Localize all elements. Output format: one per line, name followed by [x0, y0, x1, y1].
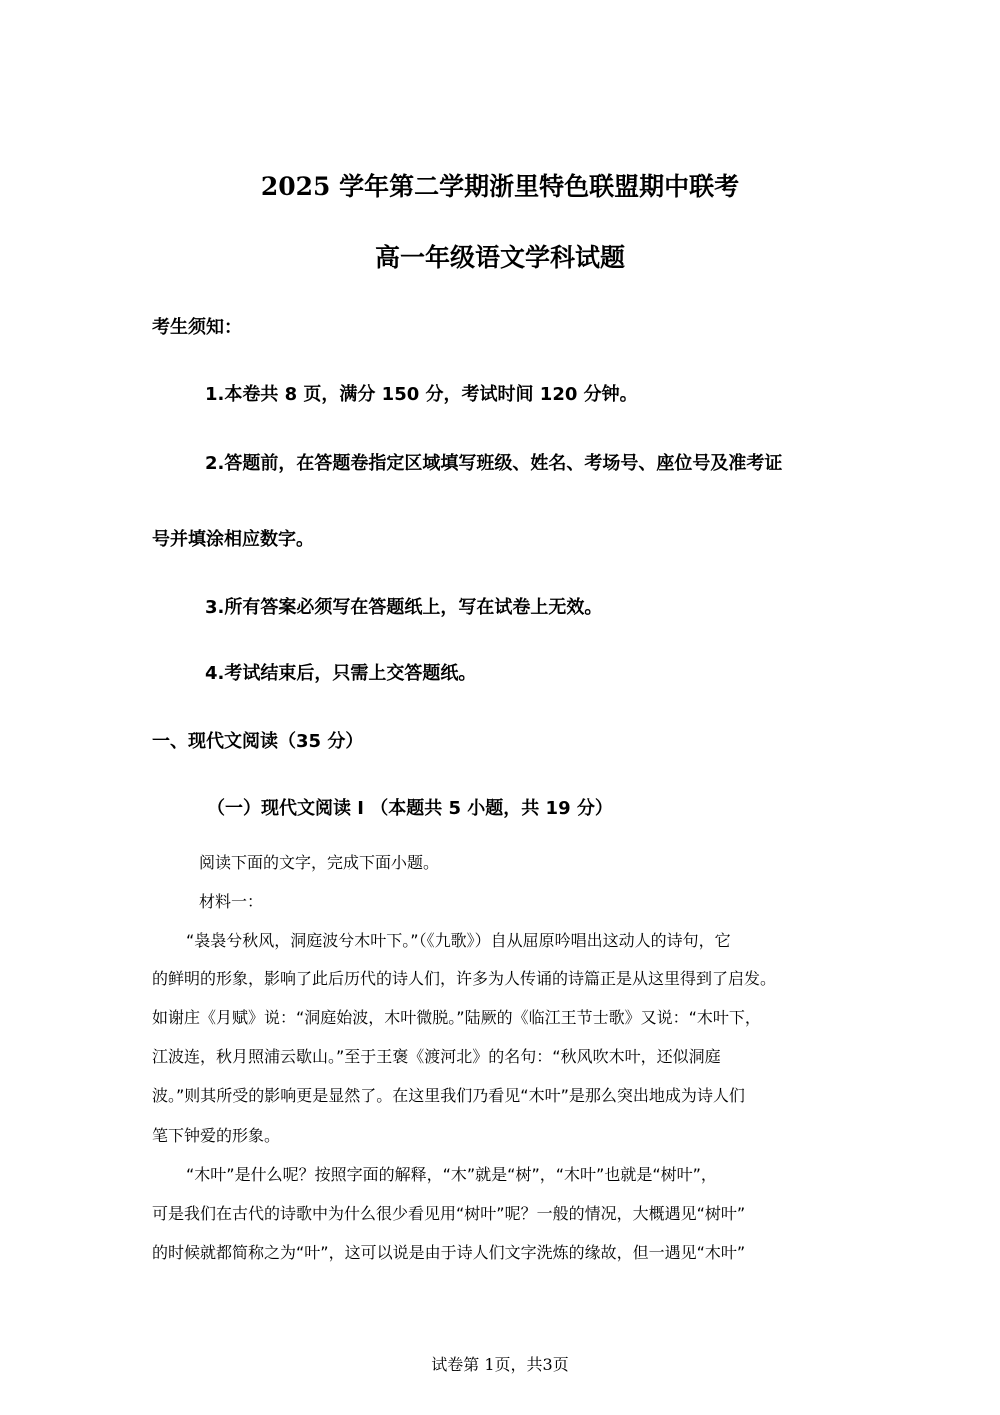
exam-title: 2025 学年第二学期浙里特色联盟期中联考 — [260, 172, 740, 201]
notice-item-4: 4.考试结束后，只需上交答题纸。 — [205, 663, 477, 684]
notice-item-3: 3.所有答案必须写在答题纸上，写在试卷上无效。 — [205, 597, 603, 618]
material-label: 材料一： — [199, 892, 264, 911]
notice-item-1: 1.本卷共 8 页，满分 150 分，考试时间 120 分钟。 — [205, 384, 638, 405]
notice-item-2-continued: 号并填涂相应数字。 — [152, 529, 314, 550]
section-heading: 一、现代文阅读（35 分） — [152, 731, 364, 752]
passage-line: 的时候就都简称之为“叶”，这可以说是由于诗人们文字洗炼的缘故，但一遇见“木叶” — [152, 1243, 746, 1262]
reading-instruction: 阅读下面的文字，完成下面小题。 — [199, 853, 440, 872]
subsection-heading: （一）现代文阅读 I （本题共 5 小题，共 19 分） — [207, 798, 613, 819]
passage-line: 可是我们在古代的诗歌中为什么很少看见用“树叶”呢？一般的情况，大概遇见“树叶” — [152, 1204, 746, 1223]
passage-line: 的鲜明的形象，影响了此后历代的诗人们，许多为人传诵的诗篇正是从这里得到了启发。 — [152, 969, 777, 988]
passage-line: 笔下钟爱的形象。 — [152, 1126, 281, 1145]
passage-line: 江波连，秋月照浦云歇山。”至于王褒《渡河北》的名句：“秋风吹木叶，还似洞庭 — [152, 1047, 721, 1066]
page-footer: 试卷第 1页，共3页 — [431, 1355, 569, 1374]
notice-item-2: 2.答题前，在答题卷指定区域填写班级、姓名、考场号、座位号及准考证 — [205, 453, 783, 474]
passage-line: 如谢庄《月赋》说：“洞庭始波，木叶微脱。”陆厥的《临江王节士歌》又说：“木叶下， — [152, 1008, 761, 1027]
passage-line: “袅袅兮秋风，洞庭波兮木叶下。”（《九歌》）自从屈原吟唱出这动人的诗句，它 — [186, 931, 731, 950]
passage-line: 波。”则其所受的影响更是显然了。在这里我们乃看见“木叶”是那么突出地成为诗人们 — [152, 1086, 745, 1105]
notice-heading: 考生须知： — [152, 317, 242, 338]
exam-subtitle: 高一年级语文学科试题 — [374, 243, 625, 272]
passage-line: “木叶”是什么呢？按照字面的解释，“木”就是“树”，“木叶”也就是“树叶”， — [186, 1165, 717, 1184]
